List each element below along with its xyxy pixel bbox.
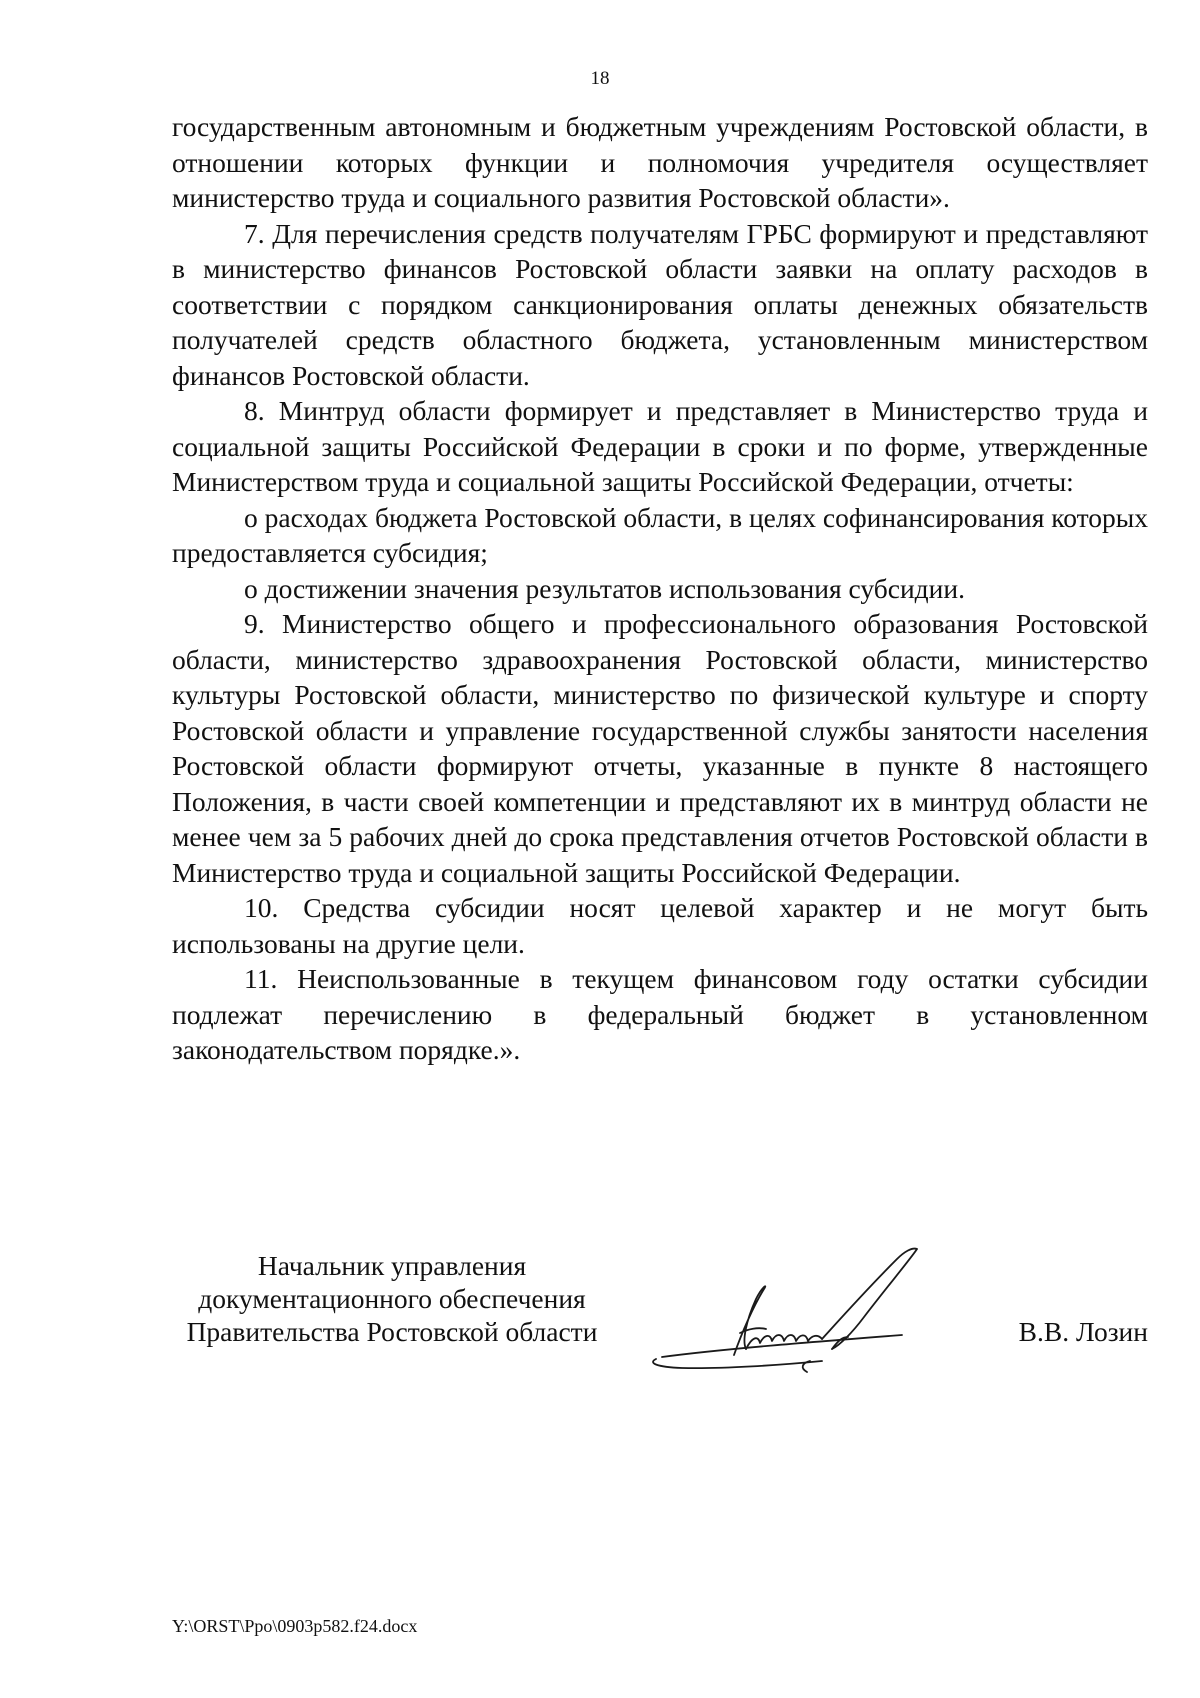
paragraph-item-8: 8. Минтруд области формирует и представляет в Министерство труда и социальной защиты Российской Федерации в сроки и по форме, утвержденные Министерством труда и социальной защиты Российской Федерации, отчеты: xyxy=(172,395,1148,497)
paragraph-report-results: о достижении значения результатов использования субсидии. xyxy=(244,572,965,604)
paragraph-item-11: 11. Неиспользованные в текущем финансовом году остатки субсидии подлежат перечислению в федеральный бюджет в установленном законодательством порядке.». xyxy=(172,963,1148,1065)
signer-title xyxy=(172,1249,612,1348)
handwritten-signature-icon xyxy=(642,1237,922,1387)
footer-file-path: Y:\ORST\Ppo\0903p582.f24.docx xyxy=(172,1616,418,1636)
document-body xyxy=(172,109,1148,1068)
signer-title-line: Начальник управления xyxy=(257,1250,527,1281)
page-number: 18 xyxy=(590,68,610,89)
signer-name: В.В. Лозин xyxy=(1018,1316,1148,1347)
signer-title-line: Правительства Ростовской области xyxy=(186,1316,598,1347)
paragraph-continuation: государственным автономным и бюджетным учреждениям Ростовской области, в отношении которых функции и полномочия учредителя осуществляет министерство труда и социального развития Ростовской области». xyxy=(172,111,1148,213)
paragraph-report-expenses: о расходах бюджета Ростовской области, в целях софинансирования которых предоставляется субсидия; xyxy=(172,501,1148,568)
signer-title-line: документационного обеспечения xyxy=(198,1283,586,1314)
signature-block xyxy=(172,1249,1148,1389)
paragraph-item-9: 9. Министерство общего и профессионального образования Ростовской области, министерство здравоохранения Ростовской области, министерство культуры Ростовской области, министерство по физической культуре и спорту Ростовской области и управление государственной службы занятости населения Ростовской области формируют отчеты, указанные в пункте 8 настоящего Положения, в части своей компетенции и представляют их в минтруд области не менее чем за 5 рабочих дней до срока представления отчетов Ростовской области в Министерство труда и социальной защиты Российской Федерации. xyxy=(172,608,1148,888)
paragraph-item-7: 7. Для перечисления средств получателям ГРБС формируют и представляют в министерство финансов Ростовской области заявки на оплату расходов в соответствии с порядком санкционирования оплаты денежных обязательств получателей средств областного бюджета, установленным министерством финансов Ростовской области. xyxy=(172,217,1148,391)
paragraph-item-10: 10. Средства субсидии носят целевой характер и не могут быть использованы на другие цели. xyxy=(172,892,1148,959)
